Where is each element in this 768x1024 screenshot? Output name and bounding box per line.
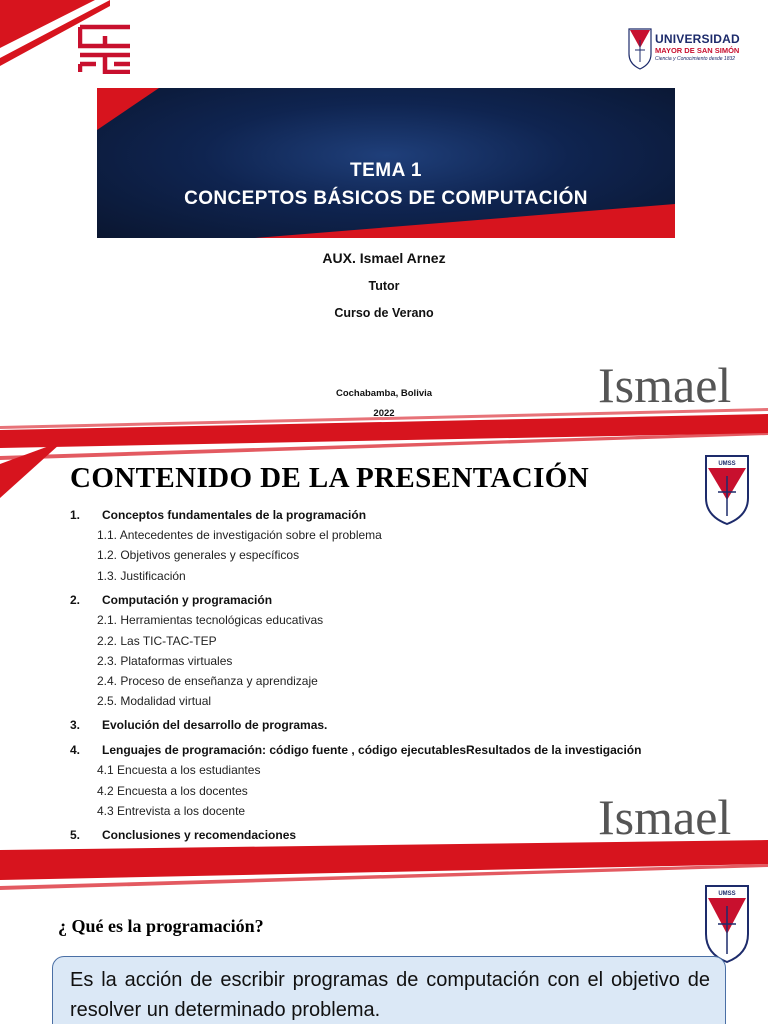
title-slide — [0, 0, 768, 430]
toc-item: 4.1 Encuesta a los estudiantes — [97, 763, 261, 777]
toc-item: 2.4. Proceso de enseñanza y aprendizaje — [97, 674, 318, 688]
definition-slide — [0, 862, 768, 1024]
year: 2022 — [373, 408, 395, 419]
university-name: UNIVERSIDAD — [655, 32, 740, 46]
definition-text: Es la acción de escribir programas de computación con el objetivo de resolver un determinado problema. — [70, 969, 710, 1021]
watermark: Ismael — [598, 357, 732, 413]
umss-shield-icon — [704, 884, 750, 964]
contents-slide — [0, 430, 768, 862]
university-tagline: Ciencia y Conocimiento desde 1832 — [655, 56, 736, 62]
page-title: CONTENIDO DE LA PRESENTACIÓN — [70, 462, 590, 494]
top-red-stripes — [0, 862, 768, 902]
toc-item: 2.1. Herramientas tecnológicas educativas — [97, 613, 324, 627]
author-role: Tutor — [368, 279, 400, 293]
toc-item: 4.2 Encuesta a los docentes — [97, 784, 248, 798]
toc-item: 1.2. Objetivos generales y específicos — [97, 548, 300, 562]
university-subname: MAYOR DE SAN SIMÓN — [655, 46, 740, 55]
university-logo — [628, 28, 758, 74]
banner-red-corner — [97, 88, 167, 138]
shield-label: UMSS — [718, 461, 736, 467]
toc-item: 2.3. Plataformas virtuales — [97, 654, 233, 668]
table-of-contents: 1. Conceptos fundamentales de la programación 1.1. Antecedentes de investigación sobre el problema 1.2. Objetivos generales y específicos 1.3. Justificación 2. Computación y programación 2.1. Herramientas tecnológicas educativas 2.2. Las TIC-TAC-TEP 2.3. Plataformas virtuales 2.4. Proceso de enseñanza y aprendizaje 2.5. Modalidad virtual 3. Evolución del desarrollo de programas. 4. Lenguajes de programación: código fuente , código ejecutablesResultados de la investigación 4.1 Encuesta a los estudiantes 4.2 Encuesta a los docentes 4.3 Entrevista a los docente 5. Conclusiones y recomendaciones — [70, 508, 642, 842]
topic-number: TEMA 1 — [350, 160, 422, 181]
umss-shield-icon — [628, 28, 652, 70]
toc-item: 1.1. Antecedentes de investigación sobre el problema — [97, 528, 382, 542]
toc-item: 2.2. Las TIC-TAC-TEP — [97, 634, 217, 648]
title-banner — [97, 88, 675, 238]
shield-label: UMSS — [718, 891, 736, 897]
fcyt-logo-icon — [78, 24, 132, 74]
toc-item: 1.3. Justificación — [97, 569, 186, 583]
course-name: Curso de Verano — [334, 306, 434, 320]
place: Cochabamba, Bolivia — [335, 388, 433, 399]
author-name: AUX. Ismael Arnez — [322, 250, 446, 266]
toc-item: 4.3 Entrevista a los docente — [97, 804, 246, 818]
toc-item: 2.5. Modalidad virtual — [97, 694, 212, 708]
watermark: Ismael — [598, 789, 732, 845]
definition-box — [52, 956, 726, 1024]
question-heading: ¿ Qué es la programación? — [58, 916, 264, 936]
topic-title: CONCEPTOS BÁSICOS DE COMPUTACIÓN — [184, 188, 588, 209]
